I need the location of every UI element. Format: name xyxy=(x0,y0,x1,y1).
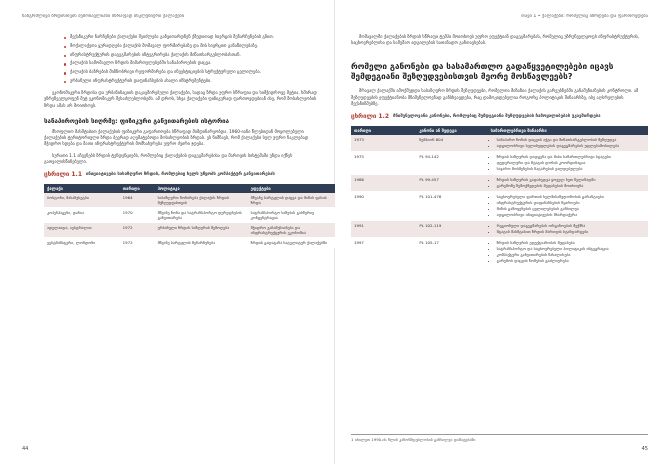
body-paragraph: მსოფლიო მასშტაბით ქალაქების ფიზიკური გაფართოება სწრაფად მიმდინარეობდა. 1960-იანი წლებიდან მოყოლებული ქალაქების ტერიტორიული ზრდა ბევრად აღემატებოდა მოსახლეობის ზრდას. ეს ნიშნავს, რომ ქალაქები სულ უფრო ნაკლებად მჭიდრო ხდება და მათი ინფრასტრუქტურის მომსახურება უფრო ძვირი ჯდება. xyxy=(44,129,309,148)
running-head: თავი 1 • ქალაქები: რომელიც იზრდება და ფართოვდება xyxy=(521,14,648,19)
table-title: ინიციატივები სასაზღვრო ზრდის, რომლებიც ხელს უწყობს კომპაქტურ განვითარებას xyxy=(86,171,275,177)
table-cell: კოპენჰაგენი, დანია xyxy=(44,207,120,222)
table-row xyxy=(44,237,335,247)
table-title: მნიშვნელოვანი კანონები, რომლებიც შემდეგიანი შეზღუდვების ჩამოყალიბებას უკავშირდება xyxy=(393,114,601,120)
cell-list xyxy=(491,137,645,148)
cell-list-item: • კომპაქტური განვითარების წახალისება xyxy=(497,252,645,257)
table-cell: 1986 xyxy=(351,174,416,191)
column-header: თარიღი xyxy=(120,184,155,193)
table-cell: PL 102-119 xyxy=(416,220,487,237)
cell-list-item: • ზრდის საზღვრის ეფექტიანობის შეფასება xyxy=(497,240,645,245)
column-header: კანონი ან შედეგი xyxy=(416,126,487,135)
table-cell: 1964 xyxy=(120,193,155,208)
cell-list xyxy=(491,240,645,263)
table-caption xyxy=(44,172,319,178)
table-cell: PL 94-142 xyxy=(416,151,487,174)
table-cell xyxy=(488,174,648,191)
table-header-row xyxy=(44,184,335,193)
cell-list-item: • ადგილობრივი ხელისუფლების დაგეგმარების უფლებამოსილება xyxy=(497,143,645,148)
table-cell: 1973 xyxy=(351,135,416,152)
table-row xyxy=(44,207,335,222)
table-cell: PL 105-17 xyxy=(416,237,487,266)
cell-list-item: • გარემოს დაცვის ზომების გაძლიერება xyxy=(497,258,645,263)
page-number: 45 xyxy=(641,446,648,452)
table-number: ცხრილი 1.2 xyxy=(351,113,390,121)
body-paragraph: ეკონომიკური ზრდისა და ურბანიზაციის დაკავშირებული ქალაქები, სადაც ზრდა უფრო სწრაფია და სიმჭიდროვე მეტია, ხშირად უზრუნველყოფენ მეტ ეკონომიკურ შესაძლებლობებს. ამ დროს, სხვა ქალაქები ფიზიკურად ფართოვდებიან ისე, რომ მოსახლეობის ზრდა ამას არ მოითხოვს. xyxy=(44,91,317,109)
cell-list-item: • გარემოზე ზემოქმედების შეფასების მოთხოვნა xyxy=(497,183,645,188)
table-cell: მწვანე სარტყლის შენარჩუნება xyxy=(155,237,248,247)
cell-list-item: • ფედერალური და შტატის დონის კოორდინაცია xyxy=(497,160,645,165)
page-number: 44 xyxy=(22,446,29,452)
table-cell: ადელაიდა, ავსტრალია xyxy=(44,222,120,237)
section-heading: რომელი განონები და სასამართლო გადაწყვეტილებები იცავს შემდეგიანი შეზღუდვებისთვის მეორე მოსწავლეებს? xyxy=(351,61,614,82)
table-cell: სასაზღვრო ზონირება ქალაქის ზრდის შეზღუდვისთვის xyxy=(155,193,248,208)
cell-list-item: • სატრანსპორტო და საცხოვრებელი პოლიტიკის ინტეგრაცია xyxy=(497,246,645,251)
table-cell: PL 101-476 xyxy=(416,191,487,220)
cell-list xyxy=(491,177,645,188)
table-cell xyxy=(488,220,648,237)
table-cell: 1970 xyxy=(120,207,155,222)
cell-list-item: • სანაპირო ზონის დაცვის აქტი და მიწათსარგებლობის შეზღუდვა xyxy=(497,137,645,142)
table-cell xyxy=(488,237,648,266)
table-cell: PL 99-457 xyxy=(416,174,487,191)
column-header: პოლიტიკა xyxy=(155,184,248,193)
table-header-row xyxy=(351,126,648,135)
table-cell: მწვანე სარტყლის დაცვა და მიწის ფასის ზრდა xyxy=(248,193,335,208)
cell-list-item: • საცხოვრებელი ფართის ხელმისაწვდომობის გარანტიები xyxy=(497,194,645,199)
right-page xyxy=(335,0,670,464)
cell-list-item: • რეგიონული დაგეგმარების ორგანოების შექმნა xyxy=(497,223,645,228)
bullet-item: ქალაქის ბაზრების მიზნობრივი რეფორმირება და ინვესტიციების სტრუქტურული ცვლილება. xyxy=(64,70,319,76)
table-row xyxy=(351,174,648,191)
table-cell xyxy=(488,151,648,174)
table-cell: 1972 xyxy=(120,222,155,237)
table-cell: 1997 xyxy=(351,237,416,266)
cell-list-item: • შტატის მასშტაბით ზრდის მართვის სტანდარტები xyxy=(497,229,645,234)
table-cell: ზრდის გადატანა სატელიტურ ქალაქებში xyxy=(248,237,335,247)
column-header: სამართლებრივი შინაარსი xyxy=(488,126,648,135)
policy-table xyxy=(44,184,335,248)
bullet-list xyxy=(64,35,319,85)
table-cell: მწვანე ზონა და სატრანსპორტო დერეფნების განვითარება xyxy=(155,207,248,222)
table-caption xyxy=(351,114,648,120)
table-cell: 1972 xyxy=(120,237,155,247)
bullet-item: ურბანული ინფრასტრუქტურის დაფინანსების ახალი ინსტრუმენტები. xyxy=(64,79,319,85)
bullet-item: ქალაქის სამომავლო ზრდის მიმართულებებში სანაპიროების დაცვა. xyxy=(64,61,319,67)
table-row xyxy=(44,222,335,237)
table-cell: მჭიდრო განაშენიანება და ინფრასტრუქტურის ეკონომია xyxy=(248,222,335,237)
table-cell: ვესტმინსტერი, ლონდონი xyxy=(44,237,120,247)
subheading: სანაპიროების სიღრმე: ფიზიკური განვითარების ისტორია xyxy=(44,117,230,125)
table-row xyxy=(351,151,648,174)
bullet-item: მექანიკური ჩარჩენები ქალაქები შეიძლება განვითარდნენ ქმედითად სივრცის შენარჩუნების გზით. xyxy=(64,35,319,41)
cell-list-item: • ადგილობრივი ინიციატივების მხარდაჭერა xyxy=(497,212,645,217)
table-cell: ურბანული ზრდის საზღვრის შემოღება xyxy=(155,222,248,237)
cell-list-item: • ზრდის საზღვრის გადახედვა ყოველ ხუთ წელიწადში xyxy=(497,177,645,182)
table-number: ცხრილი 1.1 xyxy=(44,170,83,178)
cell-list xyxy=(491,154,645,171)
column-header: ქალაქი xyxy=(44,184,120,193)
footnote: 1 იხილეთ 1990-ის წლის კანონმდებლობის განხილვა დამატებაში xyxy=(351,434,648,442)
running-head: ხანგრძლივი ზრდისთვის შემოსავლიანი სწრაფად ინკლუზიური ქალაქები xyxy=(22,14,185,19)
table-cell: სატრანსპორტო ხაზების გასწვრივ კონცენტრაცია xyxy=(248,207,335,222)
table-cell xyxy=(488,135,648,152)
cell-list-item: • ინფრასტრუქტურის დაფინანსების წყაროები xyxy=(497,200,645,205)
table-row xyxy=(351,237,648,266)
body-paragraph: სურათი 1.1 აჩვენებს ზრდის ტენდენციებს, რომლებიც ქალაქების დაგეგმარებისა და მართვის სისტემაში უნდა იქნეს გათვალისწინებული. xyxy=(44,153,293,165)
body-paragraph: მრავალ ქალაქში ამოქმედდა სასაზღვრო ზრდის შეზღუდვები, რომელთა მიზანია ქალაქის გარეუბნებში განაშენიანების კონტროლი. ამ შეზღუდვების ეფექტიანობა მნიშვნელოვნად განსხვავდება, რაც დამოკიდებულია როგორც პოლიტიკის შინაარსზე, ისე აღსრულების მექანიზმებზე. xyxy=(351,89,639,107)
cell-list-item: • მიწის გამოყენების ცვლილებების განხილვა xyxy=(497,206,645,211)
table-row xyxy=(351,220,648,237)
cell-list-item: • საჯარო მოსმენების ჩატარების ვალდებულება xyxy=(497,166,645,171)
bullet-item: ინფრასტრუქტურის დაგეგმარების ინტეგრირება ქალაქის მიწათსარგებლობასთან. xyxy=(64,53,319,59)
table-row xyxy=(44,193,335,208)
table-cell: 1991 xyxy=(351,220,416,237)
body-paragraph: მომავალში ქალაქების ზრდის სწრაფი ტემპი მოითხოვს უფრო ეფექტიან დაგეგმარებას, რომელიც უზრუნველყოფს ინფრასტრუქტურის, საცხოვრებლისა და სამუშაო ადგილების სათანადო განთავსებას. xyxy=(351,35,640,47)
cell-list-item: • ზრდის საზღვრის დადგენა და მისი სამართლებრივი სტატუსი xyxy=(497,154,645,159)
cell-list xyxy=(491,223,645,234)
laws-table xyxy=(351,126,648,267)
table-cell: 1990 xyxy=(351,191,416,220)
column-header: ეფექტები xyxy=(248,184,335,193)
cell-list xyxy=(491,194,645,217)
table-cell: ჩემპიონ 804 xyxy=(416,135,487,152)
table-row xyxy=(351,135,648,152)
table-cell xyxy=(488,191,648,220)
table-cell: ბოსტონი, მასაჩუსეტსი xyxy=(44,193,120,208)
table-row xyxy=(351,191,648,220)
bullet-item: მოქალაქეთა ყურადღება ქალაქის მომავალ ფორმირებაზე და მის სივრცით განაწილებაზე. xyxy=(64,44,319,50)
table-cell: 1975 xyxy=(351,151,416,174)
column-header: თარიღი xyxy=(351,126,416,135)
